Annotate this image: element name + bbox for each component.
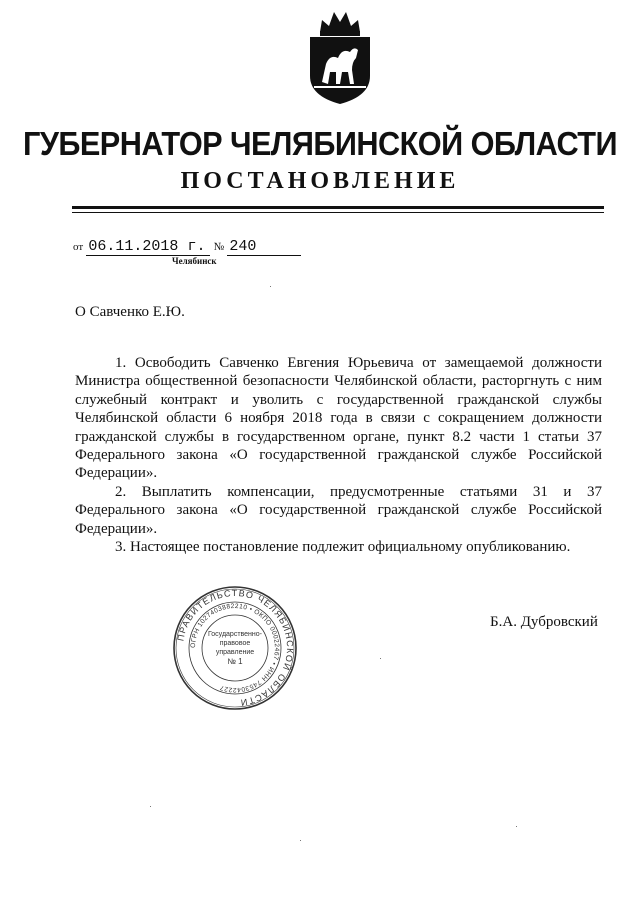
stamp-outer-text: ПРАВИТЕЛЬСТВО ЧЕЛЯБИНСКОЙ ОБЛАСТИ: [175, 587, 296, 708]
svg-text:ОГРН 1027403882210 • ОКПО 0002: [190, 603, 280, 693]
chelyabinsk-coat-of-arms-icon: [296, 6, 384, 106]
document-number: 240: [227, 239, 301, 256]
from-label: от: [73, 241, 84, 253]
document-type: ПОСТАНОВЛЕНИЕ: [180, 168, 460, 194]
number-label: №: [213, 241, 225, 253]
scan-speck: [380, 658, 381, 659]
scan-speck: [516, 826, 517, 827]
paragraph-1: 1. Освободить Савченко Евгения Юрьевича от замещаемой должности Министра общественной безопасности Челябинской области, расторгнуть с ним служебный контракт и уволить с государственной гражданской службы Челябинской области 6 ноября 2018 года в связи с сокращением должности гражданской службы в государственном органе, пункт 8.2 части 1 статьи 37 Федерального закона «О государственной гражданской службе Российской Федерации».: [75, 355, 602, 482]
coat-of-arms-emblem: [296, 6, 384, 106]
city-label: Челябинск: [172, 256, 217, 266]
stamp-center-line4: № 1: [227, 657, 243, 666]
header-rule-thick: [72, 206, 604, 209]
official-stamp: [172, 585, 298, 711]
stamp-inner-text: ОГРН 1027403882210 • ОКПО 00022467 • ИНН 7453042227: [189, 602, 281, 694]
header-rule-thin: [72, 212, 604, 213]
document-body: [75, 354, 602, 556]
stamp-center-line2: правовое: [219, 640, 251, 647]
scan-speck: [300, 840, 301, 841]
signatory-name: Б.А. Дубровский: [490, 614, 598, 630]
paragraph-3: 3. Настоящее постановление подлежит официальному опубликованию.: [115, 539, 571, 556]
document-title: ГУБЕРНАТОР ЧЕЛЯБИНСКОЙ ОБЛАСТИ: [23, 125, 617, 162]
date-number-row: [73, 238, 301, 256]
stamp-center-line1: Государственно-: [207, 631, 263, 638]
scan-speck: [270, 286, 271, 287]
document-date: 06.11.2018 г.: [86, 239, 210, 256]
official-round-stamp-icon: [172, 585, 298, 711]
scan-speck: [150, 806, 151, 807]
stamp-center-line3: управление: [215, 649, 255, 656]
document-subject: О Савченко Е.Ю.: [75, 304, 185, 320]
paragraph-2: 2. Выплатить компенсации, предусмотренные статьями 31 и 37 Федерального закона «О государственной гражданской службе Российской Федерации».: [75, 483, 602, 537]
